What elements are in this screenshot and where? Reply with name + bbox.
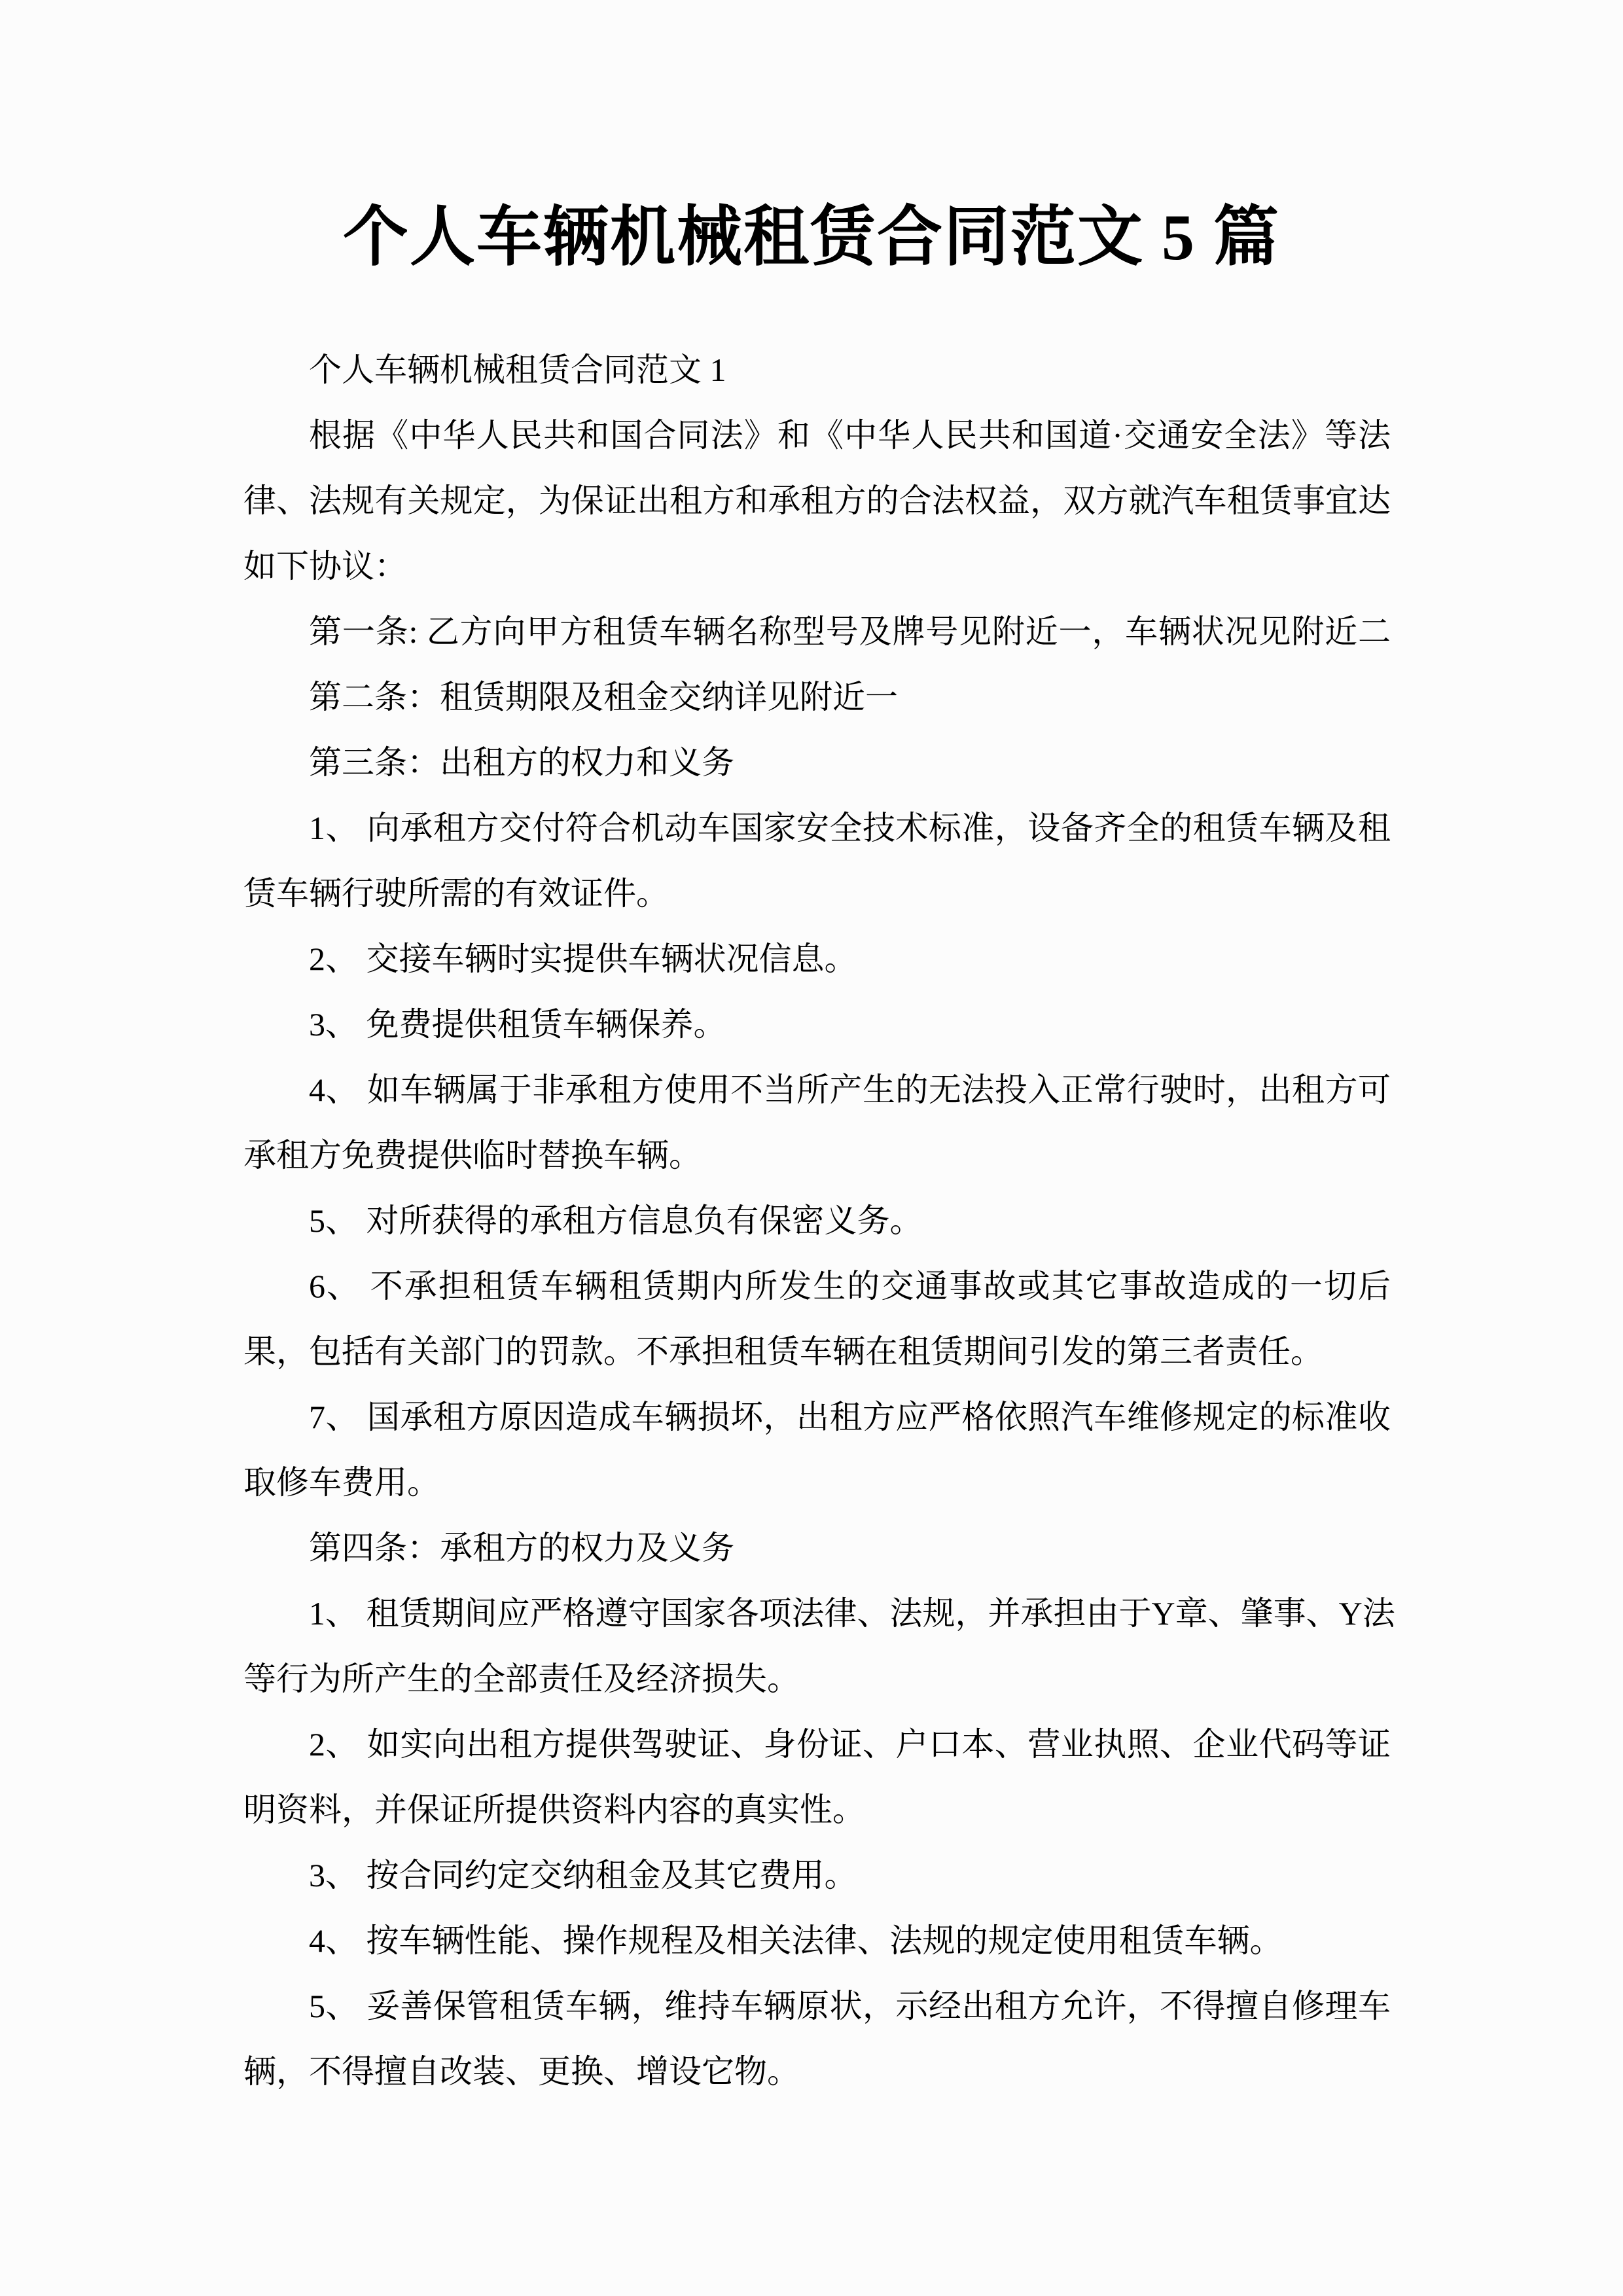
text-line: 3、 按合同约定交纳租金及其它费用。 xyxy=(309,1857,857,1893)
text-line: 3、 免费提供租赁车辆保养。 xyxy=(309,1006,726,1043)
text-line: 根据《中华人民共和国合同法》和《中华人民共和国道·交通安全法》等法 xyxy=(309,417,1391,454)
text-line: 赁车辆行驶所需的有效证件。 xyxy=(243,875,669,912)
text-line: 1、 租赁期间应严格遵守国家各项法律、法规，并承担由于Υ章、肇事、Υ法 xyxy=(309,1595,1395,1632)
text-line: 6、 不承担租赁车辆租赁期内所发生的交通事故或其它事故造成的一切后 xyxy=(309,1268,1391,1304)
text-line: 果，包括有关部门的罚款。不承担租赁车辆在租赁期间引发的第三者责任。 xyxy=(243,1333,1323,1370)
text-line: 5、 妥善保管租赁车辆，维持车辆原状，示经出租方允许，不得擅自修理车 xyxy=(309,1988,1391,2024)
text-line: 7、 国承租方原因造成车辆损坏，出租方应严格依照汽车维修规定的标准收 xyxy=(309,1399,1391,1435)
text-line: 等行为所产生的全部责任及经济损失。 xyxy=(243,1660,800,1697)
text-line: 取修车费用。 xyxy=(243,1464,440,1501)
text-line: 2、 如实向出租方提供驾驶证、身份证、户口本、营业执照、企业代码等证 xyxy=(309,1726,1391,1763)
text-line: 个人车辆机械租赁合同范文 1 xyxy=(309,351,726,388)
text-line: 辆，不得擅自改装、更换、增设它物。 xyxy=(243,2053,800,2090)
text-line: 明资料，并保证所提供资料内容的真实性。 xyxy=(243,1791,865,1828)
text-line: 1、 向承租方交付符合机动车国家安全技术标准，设备齐全的租赁车辆及租 xyxy=(309,810,1391,846)
text-line: 第一条: 乙方向甲方租赁车辆名称型号及牌号见附近一，车辆状况见附近二 xyxy=(309,613,1391,650)
text-line: 第二条：租赁期限及租金交纳详见附近一 xyxy=(309,679,898,715)
text-line: 4、 按车辆性能、操作规程及相关法律、法规的规定使用租赁车辆。 xyxy=(309,1922,1283,1959)
document-body xyxy=(0,337,1623,2104)
document-title: 个人车辆机械租赁合同范文 5 篇 xyxy=(343,201,1280,274)
text-line: 第四条：承租方的权力及义务 xyxy=(309,1530,734,1566)
text-line: 4、 如车辆属于非承租方使用不当所产生的无法投入正常行驶时，出租方可 xyxy=(309,1071,1391,1108)
text-line: 2、 交接车辆时实提供车辆状况信息。 xyxy=(309,941,857,977)
text-line: 第三条：出租方的权力和义务 xyxy=(309,744,734,781)
text-line: 如下协议： xyxy=(243,548,407,584)
text-line: 律、法规有关规定，为保证出租方和承租方的合法权益，双方就汽车租赁事宜达 xyxy=(243,482,1391,519)
text-line: 承租方免费提供临时替换车辆。 xyxy=(243,1137,702,1174)
text-line: 5、 对所获得的承租方信息负有保密义务。 xyxy=(309,1202,923,1239)
